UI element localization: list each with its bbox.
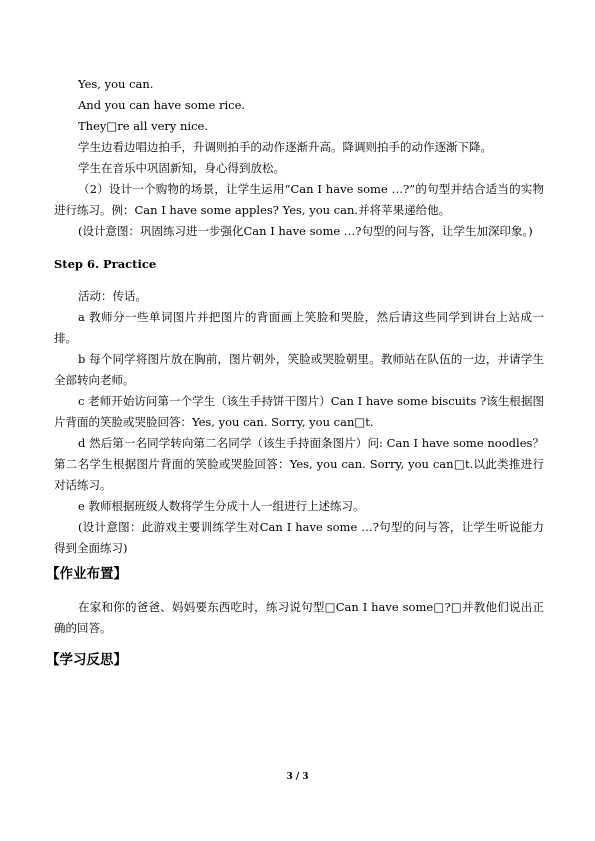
dialogue-line: And you can have some rice. [78,98,246,112]
homework-heading: 【作业布置】 [46,566,127,582]
dialogue-line: Yes, you can. [78,77,154,91]
homework-text: 在家和你的爸爸、妈妈要东西吃时，练习说句型□Can I have some□?□并教他们说出正确的回答。 [54,600,544,635]
activity-line: 活动：传话。 [78,289,147,303]
design-intent-1: (设计意图：巩固练习进一步强化Can I have some …?句型的问与答，让学生加深印象。) [78,224,533,238]
design-intent-2: (设计意图：此游戏主要训练学生对Can I have some …?句型的问与答，让学生听说能力得到全面练习) [54,520,544,555]
page-number: 3 / 3 [286,772,309,782]
activity-item-d: d 然后第一名同学转向第二名同学（该生手持面条图片）问: Can I have some noodles？第二名学生根据图片背面的笑脸或哭脸回答：Yes, you can. Sorry, you can□t.以此类推进行对话练习。 [54,436,544,492]
text-line: 学生边看边唱边拍手，升调则拍手的动作逐渐升高。降调则拍手的动作逐渐下降。 [78,140,492,154]
reflection-heading: 【学习反思】 [46,652,127,668]
dialogue-line: They□re all very nice. [78,119,209,133]
activity-item-e: e 教师根据班级人数将学生分成十人一组进行上述练习。 [78,499,365,513]
step-6-title: Step 6. Practice [54,256,157,271]
activity-item-b: b 每个同学将图片放在胸前，图片朝外，笑脸或哭脸朝里。教师站在队伍的一边，并请学生全部转向老师。 [54,352,544,387]
activity-item-c: c 老师开始访问第一个学生（该生手持饼干图片）Can I have some biscuits ?该生根据图片背面的笑脸或哭脸回答：Yes, you can. Sorry, you can□t. [54,394,544,429]
paragraph-shopping-scene: （2）设计一个购物的场景，让学生运用“Can I have some …?”的句型并结合适当的实物进行练习。例：Can I have some apples? Yes, you can.并将苹果递给他。 [54,182,544,217]
page-content [46,74,544,683]
text-line: 学生在音乐中巩固新知，身心得到放松。 [78,161,285,175]
activity-item-a: a 教师分一些单词图片并把图片的背面画上笑脸和哭脸，然后请这些同学到讲台上站成一排。 [54,310,544,345]
